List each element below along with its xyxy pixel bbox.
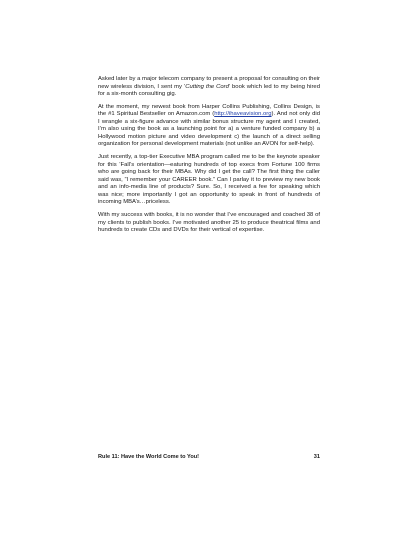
paragraph-harper-collins: [98, 104, 320, 149]
paragraph-telecom: [98, 76, 320, 99]
page-number: 31: [313, 454, 320, 460]
paragraph-text: ’ book which led to my being hired for a six-month consulting gig.: [98, 83, 320, 97]
page-body: [98, 76, 320, 240]
chapter-title: Rule 11: Have the World Come to You!: [98, 454, 200, 460]
website-link[interactable]: http://ihaveavision.org: [214, 111, 272, 118]
paragraph-text: At the moment, my newest book from Harper Collins Publishing, Collins Design, is the #1 Spiritual Bestseller on Amazon.com (: [98, 103, 320, 118]
paragraph-mba-keynote: Just recently, a top-tier Executive MBA program called me to be the keynote speaker for this ‘Fall’s orientation—eaturing hundreds of top execs from Fortune 100 firms who are going back for their MBAs. Why did I get the call? The first thing the caller said was, “I remember your CAREER book.” Can I parlay it to preview my new book and an info-media line of products? Sure. So, I received a fee for speaking which was nice; more importantly I got an opportunity to speak in front of hundreds of incoming MBA’s…priceless.: [98, 154, 320, 206]
paragraph-text: Asked later by a major telecom company to present a proposal for consulting on their new wireless division, I sent my ‘: [98, 76, 320, 90]
book-title: Cutting the Cord: [185, 83, 229, 90]
page-footer: [98, 454, 320, 460]
paragraph-text: ). And not only did I wrangle a six-figure advance with similar bonus structure my agent and I created, I’m also using the book as a launching point for a) a venture funded company b) a Hollywood motion picture and video development c) the launch of a direct selling organization for personal development materials (not unlike an AVON for self-help).: [98, 111, 320, 148]
paragraph-coaching: With my success with books, it is no wonder that I’ve encouraged and coached 38 of my clients to publish books. I’ve motivated another 25 to produce theatrical films and hundreds to create CDs and DVDs for their vertical of expertise.: [98, 212, 320, 234]
